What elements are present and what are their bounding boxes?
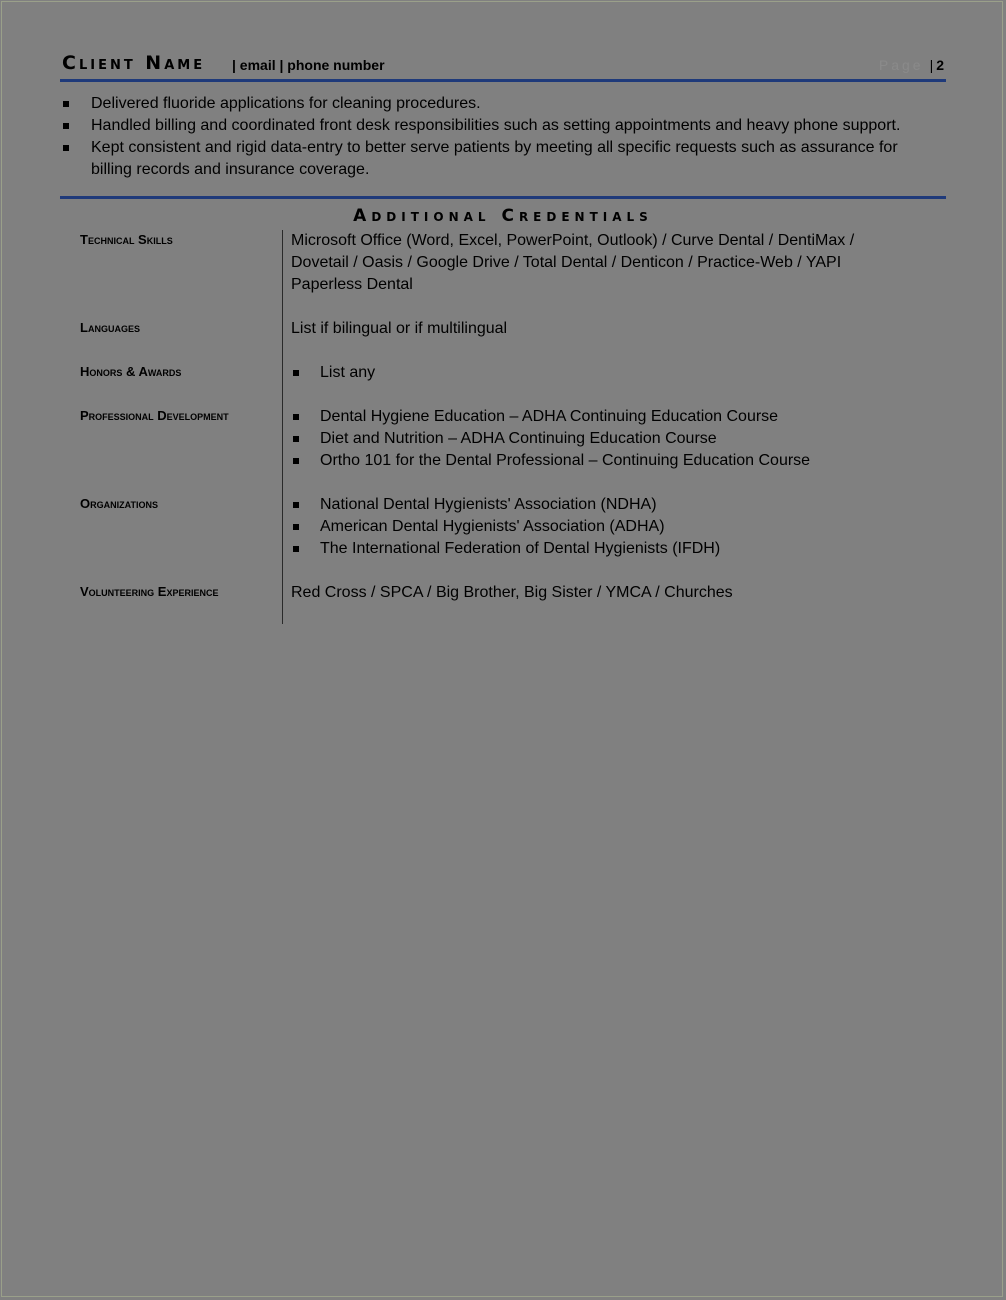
list-item: National Dental Hygienists' Association (NDHA) bbox=[291, 494, 911, 516]
bullet-square-icon bbox=[293, 524, 299, 530]
contact-info: | email | phone number bbox=[232, 57, 385, 73]
experience-bullet-list bbox=[62, 93, 942, 181]
list-item: Handled billing and coordinated front desk responsibilities such as setting appointments and heavy phone support. bbox=[62, 115, 942, 137]
list-item: Diet and Nutrition – ADHA Continuing Education Course bbox=[291, 428, 911, 450]
organizations-value bbox=[291, 494, 911, 560]
languages-label: Languages bbox=[80, 320, 140, 335]
bullet-square-icon bbox=[293, 436, 299, 442]
page-digit: 2 bbox=[936, 57, 944, 73]
professional-development-value bbox=[291, 406, 911, 472]
honors-value bbox=[291, 362, 911, 384]
honors-label: Honors & Awards bbox=[80, 364, 182, 379]
list-item: The International Federation of Dental Hygienists (IFDH) bbox=[291, 538, 911, 560]
volunteering-label: Volunteering Experience bbox=[80, 584, 219, 599]
list-item: Ortho 101 for the Dental Professional – Continuing Education Course bbox=[291, 450, 911, 472]
list-item: American Dental Hygienists' Association (ADHA) bbox=[291, 516, 911, 538]
client-name: Client Name bbox=[62, 52, 206, 74]
languages-value: List if bilingual or if multilingual bbox=[291, 320, 508, 337]
bullet-square-icon bbox=[293, 370, 299, 376]
list-item: Kept consistent and rigid data-entry to better serve patients by meeting all specific requests such as assurance for billing records and insurance coverage. bbox=[62, 137, 942, 181]
technical-skills-label: Technical Skills bbox=[80, 232, 173, 247]
volunteering-value: Red Cross / SPCA / Big Brother, Big Sister / YMCA / Churches bbox=[291, 584, 733, 601]
page-header bbox=[60, 52, 946, 80]
bullet-square-icon bbox=[63, 145, 69, 151]
page-number bbox=[879, 57, 944, 73]
section-title: Additional Credentials bbox=[353, 206, 653, 226]
bullet-square-icon bbox=[63, 101, 69, 107]
bullet-square-icon bbox=[293, 546, 299, 552]
professional-development-label: Professional Development bbox=[80, 408, 229, 423]
column-divider bbox=[282, 230, 283, 624]
list-item: Dental Hygiene Education – ADHA Continuing Education Course bbox=[291, 406, 911, 428]
page-separator: | bbox=[929, 57, 934, 73]
header-rule bbox=[60, 79, 946, 82]
section-rule bbox=[60, 196, 946, 199]
bullet-square-icon bbox=[293, 502, 299, 508]
bullet-square-icon bbox=[293, 458, 299, 464]
list-item: List any bbox=[291, 362, 911, 384]
technical-skills-value: Microsoft Office (Word, Excel, PowerPoint, Outlook) / Curve Dental / DentiMax / Dovetail / Oasis / Google Drive / Total Dental / Denticon / Practice-Web / YAPI Paperless Dental bbox=[291, 232, 855, 293]
organizations-label: Organizations bbox=[80, 496, 158, 511]
page-label: Page bbox=[878, 57, 924, 73]
list-item: Delivered fluoride applications for cleaning procedures. bbox=[62, 93, 942, 115]
bullet-square-icon bbox=[293, 414, 299, 420]
bullet-square-icon bbox=[63, 123, 69, 129]
